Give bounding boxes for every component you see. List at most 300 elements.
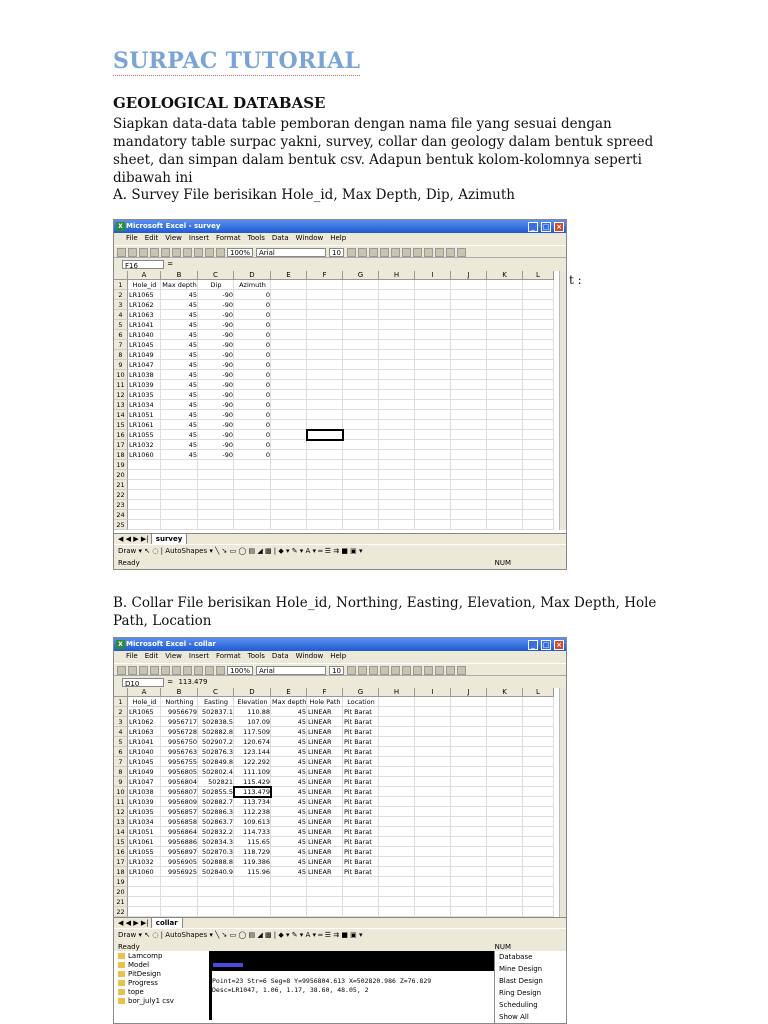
table-cell[interactable]: LR1051 <box>129 411 154 419</box>
bold-button[interactable] <box>347 248 356 257</box>
header-cell[interactable]: Dip <box>210 281 222 289</box>
table-cell[interactable]: 45 <box>188 421 197 429</box>
table-cell[interactable]: Pit Barat <box>344 748 372 756</box>
toolbar-button[interactable] <box>139 666 148 675</box>
minimize-button[interactable]: _ <box>528 640 538 650</box>
header-cell[interactable]: Easting <box>203 698 229 706</box>
table-cell[interactable]: -90 <box>222 401 233 409</box>
table-cell[interactable]: -90 <box>222 431 233 439</box>
table-cell[interactable]: 45 <box>188 301 197 309</box>
table-cell[interactable]: 113.734 <box>243 798 270 806</box>
toolbar-button[interactable] <box>128 666 137 675</box>
table-cell[interactable]: 45 <box>297 768 306 776</box>
table-cell[interactable]: LR1055 <box>129 431 154 439</box>
row-header[interactable]: 3 <box>114 300 128 310</box>
row-header[interactable]: 4 <box>114 310 128 320</box>
toolbar-button[interactable] <box>139 248 148 257</box>
table-cell[interactable]: 112.238 <box>243 808 270 816</box>
tree-item[interactable]: Progress <box>118 979 174 988</box>
table-cell[interactable]: 45 <box>297 858 306 866</box>
table-cell[interactable]: 502840.9 <box>201 868 233 876</box>
column-header[interactable]: G <box>343 688 379 697</box>
table-cell[interactable]: 45 <box>297 758 306 766</box>
close-button[interactable]: × <box>554 640 564 650</box>
table-cell[interactable]: 45 <box>297 848 306 856</box>
row-header[interactable]: 12 <box>114 390 128 400</box>
table-cell[interactable]: 45 <box>188 411 197 419</box>
table-cell[interactable]: 115.96 <box>247 868 270 876</box>
table-cell[interactable]: LINEAR <box>308 768 332 776</box>
column-header[interactable]: L <box>523 688 554 697</box>
row-header[interactable]: 12 <box>114 807 128 817</box>
column-header[interactable]: C <box>198 688 234 697</box>
format-button[interactable] <box>413 666 422 675</box>
format-button[interactable] <box>380 666 389 675</box>
table-cell[interactable]: 0 <box>265 331 270 339</box>
format-button[interactable] <box>391 248 400 257</box>
column-header[interactable]: D <box>234 271 271 280</box>
font-select[interactable]: Arial <box>256 248 326 257</box>
autoshapes-menu[interactable]: AutoShapes <box>165 931 208 939</box>
menu-insert[interactable]: Insert <box>188 652 209 660</box>
menu-data[interactable]: Data <box>271 652 289 660</box>
table-cell[interactable]: 117.509 <box>243 728 270 736</box>
table-cell[interactable]: LR1039 <box>129 381 154 389</box>
table-cell[interactable]: -90 <box>222 351 233 359</box>
column-header[interactable]: D <box>234 688 271 697</box>
format-button[interactable] <box>424 666 433 675</box>
column-header[interactable]: I <box>415 271 451 280</box>
italic-button[interactable] <box>358 666 367 675</box>
format-button[interactable] <box>380 248 389 257</box>
bold-button[interactable] <box>347 666 356 675</box>
column-header[interactable]: E <box>271 688 307 697</box>
row-header[interactable]: 18 <box>114 867 128 877</box>
table-cell[interactable]: 0 <box>265 411 270 419</box>
row-header[interactable]: 6 <box>114 330 128 340</box>
row-header[interactable]: 17 <box>114 857 128 867</box>
draw-menu[interactable]: Draw <box>118 931 137 939</box>
column-header[interactable]: C <box>198 271 234 280</box>
row-header[interactable]: 22 <box>114 490 128 500</box>
table-cell[interactable]: 502870.3 <box>201 848 233 856</box>
table-cell[interactable]: 502888.8 <box>201 858 233 866</box>
select-all-corner[interactable] <box>114 271 128 280</box>
table-cell[interactable]: Pit Barat <box>344 768 372 776</box>
minimize-button[interactable]: _ <box>528 222 538 232</box>
table-cell[interactable]: -90 <box>222 451 233 459</box>
table-cell[interactable]: 45 <box>188 321 197 329</box>
table-cell[interactable]: 45 <box>188 361 197 369</box>
menu-item[interactable]: Blast Design <box>499 977 543 985</box>
table-cell[interactable]: 502838.5 <box>201 718 233 726</box>
table-cell[interactable]: LINEAR <box>308 738 332 746</box>
table-cell[interactable]: Pit Barat <box>344 848 372 856</box>
table-cell[interactable]: LR1049 <box>129 768 154 776</box>
menu-format[interactable]: Format <box>215 234 241 242</box>
header-cell[interactable]: Max depth <box>162 281 197 289</box>
row-header[interactable]: 17 <box>114 440 128 450</box>
table-cell[interactable]: LR1045 <box>129 341 154 349</box>
tree-item[interactable]: Model <box>118 961 174 970</box>
table-cell[interactable]: LR1045 <box>129 758 154 766</box>
table-cell[interactable]: 9956728 <box>168 728 197 736</box>
table-cell[interactable]: LR1055 <box>129 848 154 856</box>
table-cell[interactable]: 502802.4 <box>201 768 233 776</box>
table-cell[interactable]: 9956809 <box>168 798 197 806</box>
table-cell[interactable]: LR1041 <box>129 321 154 329</box>
table-cell[interactable]: 502863.7 <box>201 818 233 826</box>
menu-item[interactable]: Mine Design <box>499 965 543 973</box>
table-cell[interactable]: 107.09 <box>247 718 270 726</box>
table-cell[interactable]: 502886.3 <box>201 808 233 816</box>
zoom-select[interactable]: 100% <box>227 248 253 257</box>
table-cell[interactable]: 0 <box>265 311 270 319</box>
maximize-button[interactable]: □ <box>542 641 550 649</box>
table-cell[interactable]: 9956755 <box>168 758 197 766</box>
table-cell[interactable]: 45 <box>297 738 306 746</box>
menu-data[interactable]: Data <box>271 234 289 242</box>
draw-menu[interactable]: Draw <box>118 547 137 555</box>
table-cell[interactable]: Pit Barat <box>344 838 372 846</box>
formula-input[interactable]: 113.479 <box>178 678 208 686</box>
table-cell[interactable]: 123.144 <box>243 748 270 756</box>
table-cell[interactable]: 114.733 <box>243 828 270 836</box>
table-cell[interactable]: 45 <box>297 728 306 736</box>
table-cell[interactable]: LINEAR <box>308 838 332 846</box>
row-header[interactable]: 5 <box>114 737 128 747</box>
table-cell[interactable]: -90 <box>222 441 233 449</box>
table-cell[interactable]: -90 <box>222 291 233 299</box>
table-cell[interactable]: 0 <box>265 441 270 449</box>
row-header[interactable]: 21 <box>114 897 128 907</box>
row-header[interactable]: 1 <box>114 280 128 290</box>
table-cell[interactable]: 115.65 <box>247 838 270 846</box>
row-header[interactable]: 10 <box>114 787 128 797</box>
table-cell[interactable]: LR1040 <box>129 748 154 756</box>
header-cell[interactable]: Elevation <box>237 698 268 706</box>
table-cell[interactable]: 0 <box>265 361 270 369</box>
table-cell[interactable]: Pit Barat <box>344 718 372 726</box>
column-header[interactable]: F <box>307 688 343 697</box>
table-cell[interactable]: Pit Barat <box>344 868 372 876</box>
table-cell[interactable]: Pit Barat <box>344 858 372 866</box>
toolbar-button[interactable] <box>194 666 203 675</box>
table-cell[interactable]: 9956858 <box>168 818 197 826</box>
sheet-tab-collar[interactable]: collar <box>151 918 183 929</box>
menu-format[interactable]: Format <box>215 652 241 660</box>
underline-button[interactable] <box>369 666 378 675</box>
table-cell[interactable]: 0 <box>265 451 270 459</box>
table-cell[interactable]: LR1061 <box>129 838 154 846</box>
table-cell[interactable]: 45 <box>188 311 197 319</box>
format-button[interactable] <box>446 248 455 257</box>
font-size-select[interactable]: 10 <box>329 666 344 675</box>
table-cell[interactable]: 9956717 <box>168 718 197 726</box>
table-cell[interactable]: Pit Barat <box>344 728 372 736</box>
table-cell[interactable]: 9956925 <box>168 868 197 876</box>
table-cell[interactable]: 118.729 <box>243 848 270 856</box>
menu-help[interactable]: Help <box>330 652 347 660</box>
table-cell[interactable]: LINEAR <box>308 758 332 766</box>
format-button[interactable] <box>402 666 411 675</box>
row-header[interactable]: 18 <box>114 450 128 460</box>
menu-tools[interactable]: Tools <box>247 652 265 660</box>
table-cell[interactable]: 9956750 <box>168 738 197 746</box>
column-header[interactable]: A <box>128 688 161 697</box>
table-cell[interactable]: LR1061 <box>129 421 154 429</box>
column-header[interactable]: K <box>487 688 523 697</box>
row-header[interactable]: 20 <box>114 887 128 897</box>
table-cell[interactable]: 45 <box>188 351 197 359</box>
table-cell[interactable]: 502837.1 <box>201 708 233 716</box>
table-cell[interactable]: Pit Barat <box>344 778 372 786</box>
toolbar-button[interactable] <box>161 248 170 257</box>
name-box[interactable]: D10 <box>122 678 164 687</box>
row-header[interactable]: 19 <box>114 877 128 887</box>
table-cell[interactable]: 9956804 <box>168 778 197 786</box>
column-header[interactable]: L <box>523 271 554 280</box>
table-cell[interactable]: LR1041 <box>129 738 154 746</box>
format-button[interactable] <box>457 248 466 257</box>
row-header[interactable]: 7 <box>114 340 128 350</box>
maximize-button[interactable]: □ <box>542 223 550 231</box>
column-header[interactable]: J <box>451 688 487 697</box>
table-cell[interactable]: LR1065 <box>129 708 154 716</box>
table-cell[interactable]: -90 <box>222 311 233 319</box>
table-cell[interactable]: LR1060 <box>129 451 154 459</box>
format-button[interactable] <box>446 666 455 675</box>
header-cell[interactable]: Hole Path <box>309 698 341 706</box>
table-cell[interactable]: 45 <box>188 391 197 399</box>
table-cell[interactable]: 9956886 <box>168 838 197 846</box>
row-header[interactable]: 9 <box>114 777 128 787</box>
table-cell[interactable]: -90 <box>222 371 233 379</box>
table-cell[interactable]: LINEAR <box>308 798 332 806</box>
table-cell[interactable]: 45 <box>188 331 197 339</box>
table-cell[interactable]: Pit Barat <box>344 798 372 806</box>
row-header[interactable]: 14 <box>114 410 128 420</box>
table-cell[interactable]: 45 <box>188 381 197 389</box>
menu-item[interactable]: Ring Design <box>499 989 542 997</box>
table-cell[interactable]: 45 <box>297 818 306 826</box>
toolbar-button[interactable] <box>183 248 192 257</box>
row-header[interactable]: 15 <box>114 420 128 430</box>
table-cell[interactable]: Pit Barat <box>344 758 372 766</box>
table-cell[interactable]: 120.674 <box>243 738 270 746</box>
table-cell[interactable]: Pit Barat <box>344 738 372 746</box>
table-cell[interactable]: LR1062 <box>129 301 154 309</box>
row-header[interactable]: 9 <box>114 360 128 370</box>
active-cell[interactable] <box>306 429 344 441</box>
row-header[interactable]: 6 <box>114 747 128 757</box>
row-header[interactable]: 10 <box>114 370 128 380</box>
table-cell[interactable]: 9956905 <box>168 858 197 866</box>
row-header[interactable]: 16 <box>114 847 128 857</box>
table-cell[interactable]: 0 <box>265 371 270 379</box>
table-cell[interactable]: LR1063 <box>129 728 154 736</box>
table-cell[interactable]: 113.479 <box>243 788 270 796</box>
row-header[interactable]: 25 <box>114 520 128 530</box>
row-header[interactable]: 24 <box>114 510 128 520</box>
table-cell[interactable]: LR1051 <box>129 828 154 836</box>
table-cell[interactable]: Pit Barat <box>344 818 372 826</box>
row-header[interactable]: 4 <box>114 727 128 737</box>
table-cell[interactable]: 502832.2 <box>201 828 233 836</box>
table-cell[interactable]: LINEAR <box>308 728 332 736</box>
table-cell[interactable]: 45 <box>297 828 306 836</box>
header-cell[interactable]: Northing <box>165 698 194 706</box>
table-cell[interactable]: 110.88 <box>247 708 270 716</box>
menu-item[interactable]: Show All <box>499 1013 529 1021</box>
table-cell[interactable]: -90 <box>222 331 233 339</box>
autoshapes-menu[interactable]: AutoShapes <box>165 547 208 555</box>
toolbar-button[interactable] <box>216 666 225 675</box>
table-cell[interactable]: LR1047 <box>129 361 154 369</box>
table-cell[interactable]: 502876.3 <box>201 748 233 756</box>
table-cell[interactable]: 45 <box>297 798 306 806</box>
table-cell[interactable]: LR1035 <box>129 391 154 399</box>
table-cell[interactable]: LR1038 <box>129 788 154 796</box>
row-header[interactable]: 13 <box>114 400 128 410</box>
table-cell[interactable]: LR1040 <box>129 331 154 339</box>
toolbar-button[interactable] <box>128 248 137 257</box>
toolbar-button[interactable] <box>205 666 214 675</box>
row-header[interactable]: 2 <box>114 290 128 300</box>
table-cell[interactable]: 45 <box>297 708 306 716</box>
column-header[interactable]: E <box>271 271 307 280</box>
toolbar-button[interactable] <box>194 248 203 257</box>
table-cell[interactable]: -90 <box>222 391 233 399</box>
column-header[interactable]: B <box>161 271 198 280</box>
row-header[interactable]: 11 <box>114 380 128 390</box>
row-header[interactable]: 21 <box>114 480 128 490</box>
row-header[interactable]: 23 <box>114 500 128 510</box>
table-cell[interactable]: -90 <box>222 301 233 309</box>
table-cell[interactable]: 502907.2 <box>201 738 233 746</box>
row-header[interactable]: 19 <box>114 460 128 470</box>
menu-edit[interactable]: Edit <box>144 652 159 660</box>
table-cell[interactable]: 0 <box>265 401 270 409</box>
name-box[interactable]: F16 <box>122 260 164 269</box>
table-cell[interactable]: LINEAR <box>308 788 332 796</box>
row-header[interactable]: 7 <box>114 757 128 767</box>
table-cell[interactable]: LINEAR <box>308 818 332 826</box>
table-cell[interactable]: 9956864 <box>168 828 197 836</box>
menu-view[interactable]: View <box>165 234 182 242</box>
table-cell[interactable]: LINEAR <box>308 708 332 716</box>
row-header[interactable]: 5 <box>114 320 128 330</box>
table-cell[interactable]: LINEAR <box>308 848 332 856</box>
menu-insert[interactable]: Insert <box>188 234 209 242</box>
menu-item[interactable]: Scheduling <box>499 1001 538 1009</box>
row-header[interactable]: 13 <box>114 817 128 827</box>
table-cell[interactable]: 0 <box>265 321 270 329</box>
table-cell[interactable]: LINEAR <box>308 828 332 836</box>
format-button[interactable] <box>435 666 444 675</box>
table-cell[interactable]: -90 <box>222 421 233 429</box>
table-cell[interactable]: 115.429 <box>243 778 270 786</box>
format-button[interactable] <box>435 248 444 257</box>
table-cell[interactable]: LR1047 <box>129 778 154 786</box>
vertical-scrollbar[interactable] <box>559 271 567 530</box>
tree-item[interactable]: Lamcomp <box>118 952 174 961</box>
table-cell[interactable]: 502882.8 <box>201 728 233 736</box>
active-cell[interactable] <box>233 786 272 798</box>
format-button[interactable] <box>391 666 400 675</box>
table-cell[interactable]: 502834.3 <box>201 838 233 846</box>
table-cell[interactable]: LINEAR <box>308 718 332 726</box>
table-cell[interactable]: LINEAR <box>308 748 332 756</box>
font-size-select[interactable]: 10 <box>329 248 344 257</box>
menu-file[interactable]: File <box>126 652 138 660</box>
format-button[interactable] <box>424 248 433 257</box>
header-cell[interactable]: Hole_id <box>132 698 157 706</box>
header-cell[interactable]: Azimuth <box>239 281 266 289</box>
table-cell[interactable]: 502882.7 <box>201 798 233 806</box>
tab-nav-arrows[interactable]: ◀ ◀ ▶ ▶| <box>118 535 151 543</box>
table-cell[interactable]: 119.386 <box>243 858 270 866</box>
format-button[interactable] <box>402 248 411 257</box>
table-cell[interactable]: LR1063 <box>129 311 154 319</box>
column-header[interactable]: A <box>128 271 161 280</box>
table-cell[interactable]: 45 <box>297 778 306 786</box>
table-cell[interactable]: -90 <box>222 341 233 349</box>
toolbar-button[interactable] <box>172 248 181 257</box>
table-cell[interactable]: 0 <box>265 351 270 359</box>
menu-view[interactable]: View <box>165 652 182 660</box>
underline-button[interactable] <box>369 248 378 257</box>
table-cell[interactable]: 109.613 <box>243 818 270 826</box>
table-cell[interactable]: 0 <box>265 291 270 299</box>
table-cell[interactable]: LR1065 <box>129 291 154 299</box>
table-cell[interactable]: 0 <box>265 391 270 399</box>
toolbar-button[interactable] <box>161 666 170 675</box>
table-cell[interactable]: 502849.8 <box>201 758 233 766</box>
table-cell[interactable]: 9956807 <box>168 788 197 796</box>
table-cell[interactable]: LINEAR <box>308 778 332 786</box>
zoom-select[interactable]: 100% <box>227 666 253 675</box>
table-cell[interactable]: 0 <box>265 341 270 349</box>
header-cell[interactable]: Location <box>347 698 375 706</box>
table-cell[interactable]: Pit Barat <box>344 708 372 716</box>
table-cell[interactable]: -90 <box>222 411 233 419</box>
column-header[interactable]: B <box>161 688 198 697</box>
row-header[interactable]: 8 <box>114 767 128 777</box>
menu-edit[interactable]: Edit <box>144 234 159 242</box>
vertical-scrollbar[interactable] <box>559 688 567 917</box>
toolbar-button[interactable] <box>117 666 126 675</box>
column-header[interactable]: G <box>343 271 379 280</box>
table-cell[interactable]: 0 <box>265 421 270 429</box>
table-cell[interactable]: LINEAR <box>308 858 332 866</box>
table-cell[interactable]: LR1034 <box>129 401 154 409</box>
table-cell[interactable]: LINEAR <box>308 808 332 816</box>
row-header[interactable]: 1 <box>114 697 128 707</box>
table-cell[interactable]: LR1032 <box>129 858 154 866</box>
menu-item[interactable]: Database <box>499 953 533 961</box>
table-cell[interactable]: Pit Barat <box>344 828 372 836</box>
table-cell[interactable]: 9956897 <box>168 848 197 856</box>
menu-file[interactable]: File <box>126 234 138 242</box>
menu-window[interactable]: Window <box>295 652 324 660</box>
toolbar-button[interactable] <box>150 248 159 257</box>
table-cell[interactable]: LINEAR <box>308 868 332 876</box>
row-header[interactable]: 22 <box>114 907 128 917</box>
table-cell[interactable]: Pit Barat <box>344 788 372 796</box>
table-cell[interactable]: LR1032 <box>129 441 154 449</box>
format-button[interactable] <box>457 666 466 675</box>
